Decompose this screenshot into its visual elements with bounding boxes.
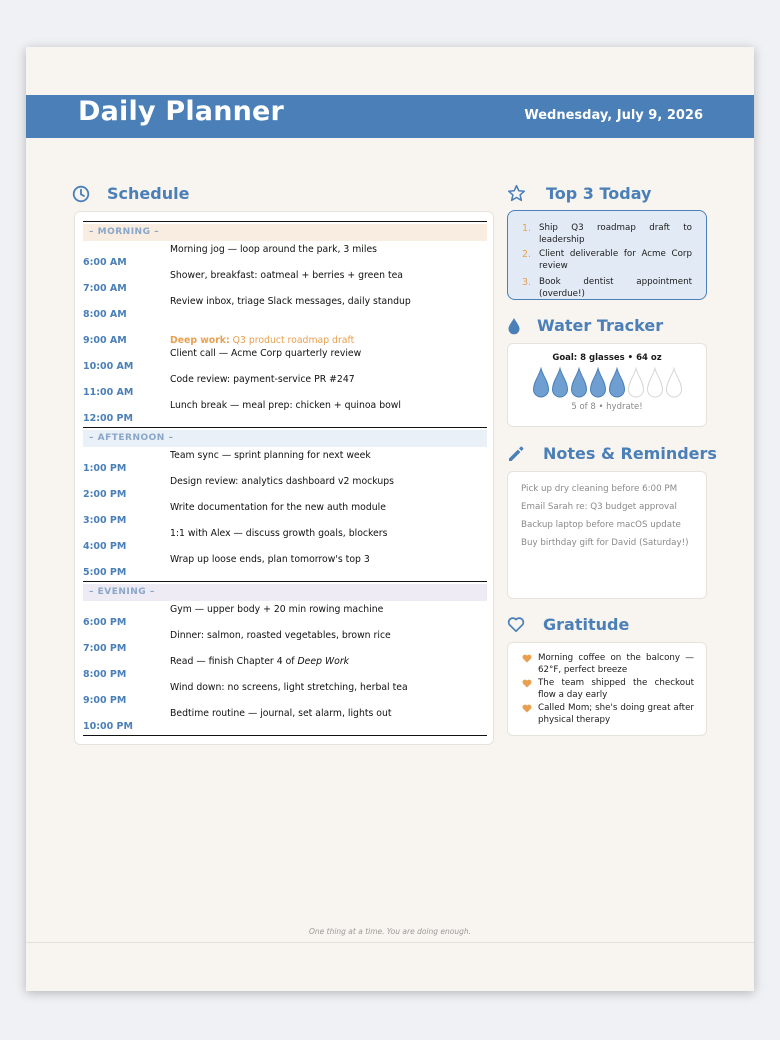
heart-icon: [522, 679, 532, 688]
gratitude-text: The team shipped the checkout flow a day early: [538, 678, 694, 700]
schedule-rule: [83, 427, 487, 428]
gratitude-text: Called Mom; she's doing great after physical therapy: [538, 703, 694, 725]
top3-text: Client deliverable for Acme Corp review: [539, 249, 692, 271]
row-task: [170, 656, 349, 667]
schedule-row: [75, 476, 495, 502]
row-task: Design review: analytics dashboard v2 mockups: [170, 476, 394, 487]
page-title: Daily Planner: [78, 96, 285, 127]
schedule-rule: [83, 221, 487, 222]
water-drop-empty: [665, 367, 683, 399]
row-task: Review inbox, triage Slack messages, daily standup: [170, 296, 411, 307]
gratitude-text: Morning coffee on the balcony — 62°F, perfect breeze: [538, 653, 694, 675]
water-card: [507, 343, 707, 427]
water-drop-filled: [589, 367, 607, 399]
row-time: 7:00 PM: [83, 643, 127, 654]
schedule-row: [75, 296, 495, 322]
row-task: Wind down: no screens, light stretching, herbal tea: [170, 682, 408, 693]
heart-outline-icon: [507, 616, 525, 633]
row-time: 6:00 AM: [83, 257, 127, 268]
row-task-deep-work: [170, 335, 354, 346]
water-drop-filled: [532, 367, 550, 399]
band-afternoon: – AFTERNOON –: [83, 430, 487, 447]
schedule-card: [74, 211, 494, 745]
row-time: 6:00 PM: [83, 617, 127, 628]
row-task: Lunch break — meal prep: chicken + quinoa bowl: [170, 400, 401, 411]
row-time: 10:00 PM: [83, 721, 133, 732]
heart-icon: [522, 704, 532, 713]
schedule-row: [75, 656, 495, 682]
schedule-rule: [83, 581, 487, 582]
gratitude-item: [522, 703, 694, 726]
notes-title: Notes & Reminders: [543, 444, 717, 463]
row-task: Team sync — sprint planning for next week: [170, 450, 371, 461]
water-title: Water Tracker: [537, 316, 664, 335]
top3-card: [507, 210, 707, 300]
gratitude-heading: [507, 615, 629, 634]
header-banner: [26, 95, 754, 138]
schedule-row: [75, 528, 495, 554]
row-task: Code review: payment-service PR #247: [170, 374, 355, 385]
schedule-row: [75, 244, 495, 270]
row-time: 1:00 PM: [83, 463, 127, 474]
top3-number: 3.: [522, 277, 532, 288]
gratitude-card: [507, 642, 707, 736]
row-task: Shower, breakfast: oatmeal + berries + green tea: [170, 270, 404, 281]
row-time: 8:00 AM: [83, 309, 127, 320]
star-icon: [507, 184, 526, 203]
row-task: Client call — Acme Corp quarterly review: [170, 348, 362, 359]
row-task: Bedtime routine — journal, set alarm, lights out: [170, 708, 392, 719]
top3-item: [522, 277, 692, 300]
row-time: 8:00 PM: [83, 669, 127, 680]
water-goal: Goal: 8 glasses • 64 oz: [552, 353, 662, 363]
header-date: Wednesday, July 9, 2026: [524, 108, 703, 123]
row-time: 9:00 PM: [83, 695, 127, 706]
schedule-row: [75, 374, 495, 400]
water-drop-empty: [646, 367, 664, 399]
row-time: 5:00 PM: [83, 567, 127, 578]
row-task: Gym — upper body + 20 min rowing machine: [170, 604, 384, 615]
top3-title: Top 3 Today: [546, 184, 652, 203]
row-task: Wrap up loose ends, plan tomorrow's top 3: [170, 554, 370, 565]
row-task: Dinner: salmon, roasted vegetables, brown rice: [170, 630, 391, 641]
schedule-row: [75, 400, 495, 426]
schedule-row: [75, 682, 495, 708]
schedule-row: [75, 348, 495, 374]
row-time: 3:00 PM: [83, 515, 127, 526]
row-time: 7:00 AM: [83, 283, 127, 294]
schedule-row: [75, 604, 495, 630]
top3-list: [508, 211, 706, 300]
deep-work-label: Deep work:: [170, 335, 230, 346]
water-drop-empty: [627, 367, 645, 399]
gratitude-item: [522, 653, 694, 676]
row-task: 1:1 with Alex — discuss growth goals, blockers: [170, 528, 388, 539]
note-item: Pick up dry cleaning before 6:00 PM: [521, 484, 678, 494]
top3-number: 2.: [522, 249, 532, 260]
schedule-row: [75, 630, 495, 656]
water-drop-filled: [570, 367, 588, 399]
band-evening: – EVENING –: [83, 584, 487, 601]
water-drop-filled: [608, 367, 626, 399]
water-drops: [508, 367, 706, 399]
row-time: 12:00 PM: [83, 413, 133, 424]
row-time: 9:00 AM: [83, 335, 127, 346]
top3-text: Book dentist appointment (overdue!): [539, 277, 692, 299]
note-item: Backup laptop before macOS update: [521, 520, 681, 530]
gratitude-title: Gratitude: [543, 615, 630, 634]
water-heading: [507, 316, 663, 335]
note-item: Buy birthday gift for David (Saturday!): [521, 538, 689, 548]
row-task: Morning jog — loop around the park, 3 miles: [170, 244, 378, 255]
gratitude-item: [522, 678, 694, 701]
schedule-row-highlight: [75, 322, 495, 348]
schedule-row: [75, 450, 495, 476]
footer-quote: One thing at a time. You are doing enough.: [308, 927, 472, 936]
row-time: 4:00 PM: [83, 541, 127, 552]
row-time: 11:00 AM: [83, 387, 134, 398]
water-drop-icon: [507, 317, 521, 335]
notes-card: [507, 471, 707, 599]
top3-heading: [507, 184, 651, 203]
pencil-icon: [507, 445, 525, 463]
schedule-row: [75, 554, 495, 580]
schedule-heading: [72, 184, 189, 203]
top3-item: [522, 223, 692, 246]
heart-icon: [522, 654, 532, 663]
footer-rule: [26, 942, 754, 943]
top3-item: [522, 249, 692, 272]
schedule-row: [75, 270, 495, 296]
band-morning: – MORNING –: [83, 224, 487, 241]
top3-text: Ship Q3 roadmap draft to leadership: [539, 223, 692, 245]
schedule-title: Schedule: [107, 184, 190, 203]
planner-page: [26, 47, 754, 991]
water-drop-filled: [551, 367, 569, 399]
top3-number: 1.: [522, 223, 532, 234]
deep-work-text: Q3 product roadmap draft: [229, 335, 355, 346]
schedule-rule: [83, 735, 487, 736]
book-title: Deep Work: [297, 656, 350, 667]
row-task: Write documentation for the new auth module: [170, 502, 386, 513]
schedule-row: [75, 708, 495, 734]
schedule-row: [75, 502, 495, 528]
note-item: Email Sarah re: Q3 budget approval: [521, 502, 677, 512]
row-time: 2:00 PM: [83, 489, 127, 500]
water-status: 5 of 8 • hydrate!: [571, 402, 643, 412]
row-time: 10:00 AM: [83, 361, 134, 372]
notes-heading: [507, 444, 717, 463]
clock-icon: [72, 185, 90, 203]
read-text: Read — finish Chapter 4 of: [170, 656, 298, 667]
